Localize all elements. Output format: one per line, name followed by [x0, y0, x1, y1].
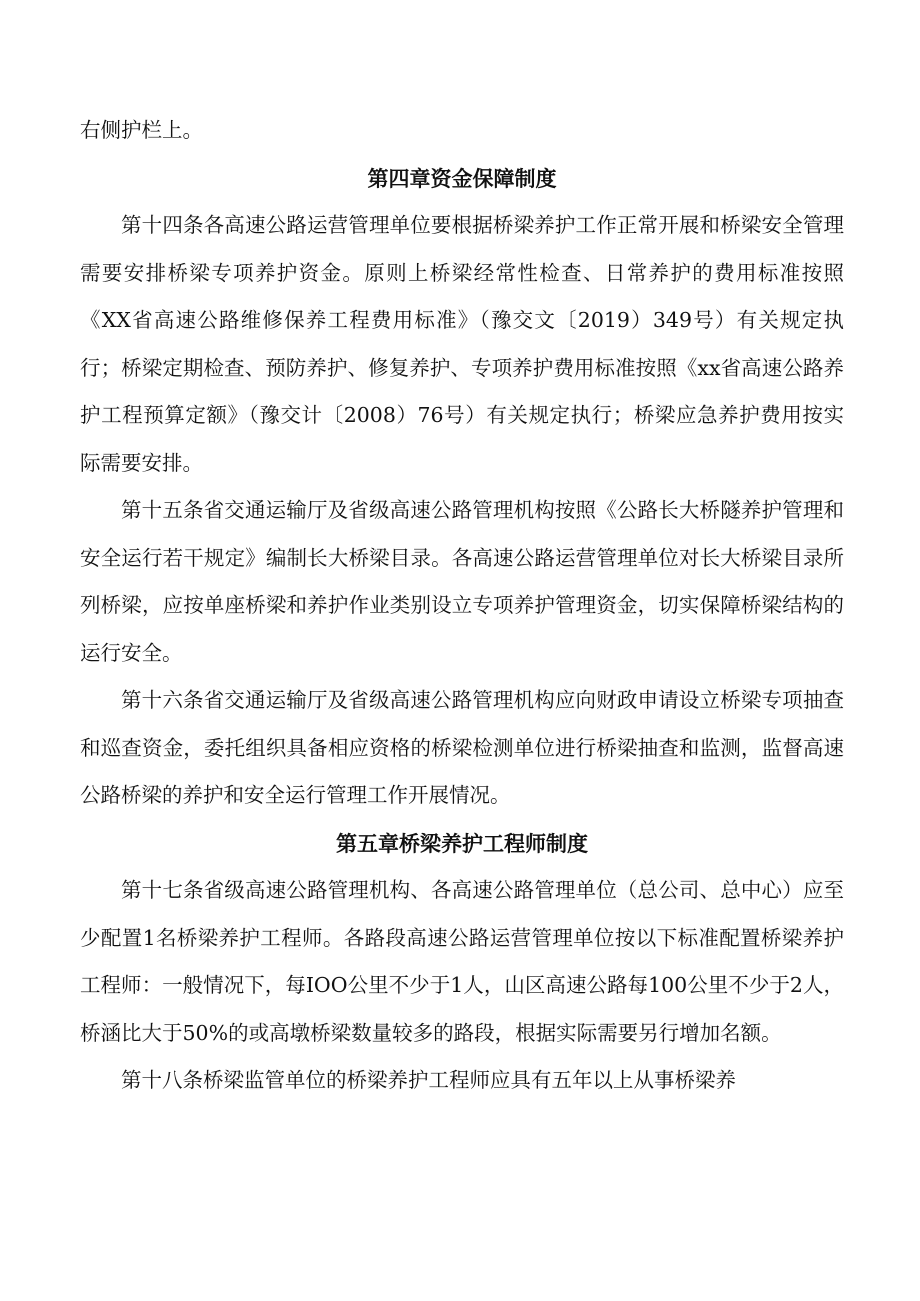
article-16-paragraph: 第十六条省交通运输厅及省级高速公路管理机构应向财政申请设立桥梁专项抽查和巡查资金，委托组织具备相应资格的桥梁检测单位进行桥梁抽查和监测，监督高速公路桥梁的养护和安全运行管理工作开展情况。 [80, 688, 844, 807]
document-page [80, 107, 844, 1105]
article-14-paragraph: 第十四条各高速公路运营管理单位要根据桥梁养护工作正常开展和桥梁安全管理需要安排桥梁专项养护资金。原则上桥梁经常性检查、日常养护的费用标准按照《XX省高速公路维修保养工程费用标准》（豫交文〔2019）349号）有关规定执行；桥梁定期检查、预防养护、修复养护、专项养护费用标准按照《xx省高速公路养护工程预算定额》（豫交计〔2008）76号）有关规定执行；桥梁应急养护费用按实际需要安排。 [80, 213, 844, 475]
chapter-heading-4: 第四章资金保障制度 [367, 165, 557, 191]
paragraph-continued: 右侧护栏上。 [80, 118, 203, 142]
article-17-paragraph: 第十七条省级高速公路管理机构、各高速公路管理单位（总公司、总中心）应至少配置1名桥梁养护工程师。各路段高速公路运营管理单位按以下标准配置桥梁养护工程师：一般情况下，每IOO公里不少于1人，山区高速公路每100公里不少于2人，桥涵比大于50%的或高墩桥梁数量较多的路段，根据实际需要另行增加名额。 [80, 878, 844, 1045]
article-15-paragraph: 第十五条省交通运输厅及省级高速公路管理机构按照《公路长大桥隧养护管理和安全运行若干规定》编制长大桥梁目录。各高速公路运营管理单位对长大桥梁目录所列桥梁，应按单座桥梁和养护作业类别设立专项养护管理资金，切实保障桥梁结构的运行安全。 [80, 498, 844, 665]
chapter-heading-5: 第五章桥梁养护工程师制度 [336, 830, 588, 856]
article-18-paragraph: 第十八条桥梁监管单位的桥梁养护工程师应具有五年以上从事桥梁养 [121, 1068, 736, 1092]
